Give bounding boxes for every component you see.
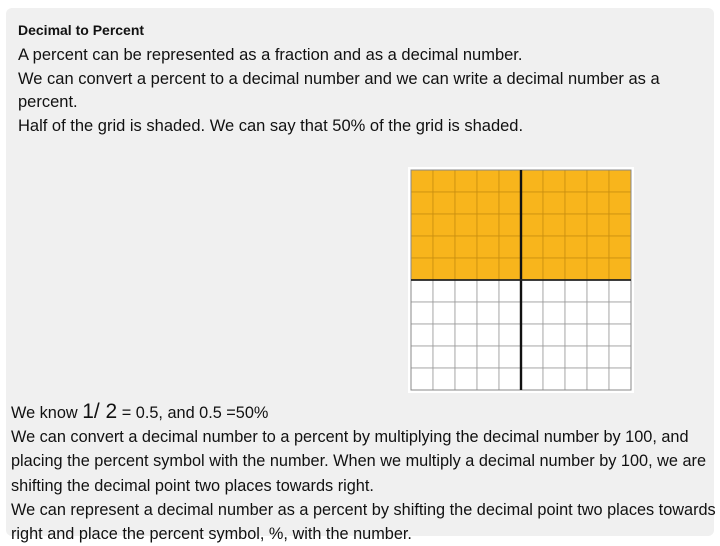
grid-cell-shaded <box>565 236 587 258</box>
grid-cell-empty <box>411 324 433 346</box>
grid-cell-shaded <box>565 214 587 236</box>
grid-cell-shaded <box>521 214 543 236</box>
grid-cell-empty <box>411 368 433 390</box>
grid-cell-empty <box>455 346 477 368</box>
grid-cell-empty <box>521 280 543 302</box>
grid-cell-shaded <box>499 236 521 258</box>
grid-cell-empty <box>477 324 499 346</box>
intro-line-3: Half of the grid is shaded. We can say that 50% of the grid is shaded. <box>18 116 524 135</box>
fraction-one-half: 1/ 2 <box>82 400 118 423</box>
grid-cell-shaded <box>587 192 609 214</box>
grid-cell-shaded <box>587 170 609 192</box>
multiply-paragraph: We can convert a decimal number to a percent by multiplying the decimal number by 100, and placing the percent symbol with the number. When we multiply a decimal number by 100, we are shifting the decimal point two places towards right. <box>11 428 707 495</box>
hundred-grid <box>408 167 634 393</box>
grid-cell-empty <box>543 302 565 324</box>
grid-cell-shaded <box>543 170 565 192</box>
grid-cell-empty <box>411 346 433 368</box>
grid-cell-empty <box>521 368 543 390</box>
intro-line-1: A percent can be represented as a fraction and as a decimal number. <box>18 46 523 64</box>
grid-cell-shaded <box>609 170 631 192</box>
grid-cell-shaded <box>609 258 631 280</box>
grid-cell-empty <box>543 280 565 302</box>
grid-cell-shaded <box>477 214 499 236</box>
grid-cell-shaded <box>565 170 587 192</box>
grid-cell-empty <box>609 346 631 368</box>
grid-cell-shaded <box>433 236 455 258</box>
intro-text <box>18 44 718 138</box>
grid-cell-empty <box>433 302 455 324</box>
grid-cell-empty <box>543 324 565 346</box>
grid-cell-shaded <box>477 236 499 258</box>
grid-cell-shaded <box>521 170 543 192</box>
fraction-line <box>11 400 720 425</box>
intro-line-2: We can convert a percent to a decimal number and we can write a decimal number as a percent. <box>18 69 660 111</box>
grid-cell-empty <box>609 302 631 324</box>
grid-cell-shaded <box>521 192 543 214</box>
grid-cell-empty <box>565 346 587 368</box>
grid-cell-shaded <box>499 170 521 192</box>
grid-cell-shaded <box>543 258 565 280</box>
grid-cell-empty <box>565 302 587 324</box>
grid-cell-shaded <box>543 214 565 236</box>
grid-cell-shaded <box>565 192 587 214</box>
grid-cell-empty <box>609 280 631 302</box>
grid-cell-empty <box>477 280 499 302</box>
grid-cell-empty <box>587 302 609 324</box>
grid-cell-shaded <box>433 258 455 280</box>
grid-cell-empty <box>499 324 521 346</box>
grid-cell-empty <box>477 346 499 368</box>
grid-cell-empty <box>609 324 631 346</box>
grid-cell-shaded <box>477 192 499 214</box>
grid-cell-empty <box>521 346 543 368</box>
grid-cell-shaded <box>543 236 565 258</box>
grid-cell-empty <box>587 280 609 302</box>
grid-cell-empty <box>455 324 477 346</box>
grid-cell-shaded <box>411 236 433 258</box>
grid-cell-empty <box>411 280 433 302</box>
grid-cell-shaded <box>455 258 477 280</box>
fraction-line-prefix: We know <box>11 404 83 422</box>
grid-cell-shaded <box>455 170 477 192</box>
grid-cell-shaded <box>609 214 631 236</box>
shift-paragraph: We can represent a decimal number as a percent by shifting the decimal point two places towards right and place the percent symbol, %, with the number. <box>11 500 716 544</box>
grid-cell-empty <box>433 368 455 390</box>
grid-cell-shaded <box>499 192 521 214</box>
grid-cell-empty <box>455 280 477 302</box>
grid-cell-shaded <box>411 214 433 236</box>
grid-cell-empty <box>411 302 433 324</box>
grid-cell-empty <box>565 324 587 346</box>
grid-cell-shaded <box>565 258 587 280</box>
grid-cell-empty <box>543 368 565 390</box>
grid-cell-shaded <box>587 236 609 258</box>
grid-cell-shaded <box>587 214 609 236</box>
grid-cell-empty <box>565 280 587 302</box>
grid-cell-empty <box>521 324 543 346</box>
grid-cell-empty <box>565 368 587 390</box>
grid-cell-empty <box>543 346 565 368</box>
explanation-text <box>11 400 720 546</box>
grid-cell-shaded <box>499 258 521 280</box>
grid-cell-shaded <box>433 192 455 214</box>
grid-cell-shaded <box>477 258 499 280</box>
grid-cell-shaded <box>411 170 433 192</box>
grid-cell-empty <box>455 368 477 390</box>
grid-cell-shaded <box>609 192 631 214</box>
grid-cell-empty <box>587 346 609 368</box>
grid-cell-shaded <box>433 170 455 192</box>
grid-cell-shaded <box>477 170 499 192</box>
grid-cell-shaded <box>521 258 543 280</box>
slide-title: Decimal to Percent <box>18 22 145 38</box>
grid-cell-shaded <box>455 192 477 214</box>
grid-cell-empty <box>499 368 521 390</box>
grid-cell-empty <box>609 368 631 390</box>
grid-cell-empty <box>521 302 543 324</box>
grid-cell-empty <box>477 368 499 390</box>
grid-cell-shaded <box>433 214 455 236</box>
grid-cell-empty <box>477 302 499 324</box>
grid-cell-empty <box>499 346 521 368</box>
grid-cell-shaded <box>587 258 609 280</box>
grid-cell-shaded <box>521 236 543 258</box>
grid-cell-empty <box>433 280 455 302</box>
grid-cell-shaded <box>455 236 477 258</box>
grid-cell-empty <box>433 324 455 346</box>
grid-cell-shaded <box>609 236 631 258</box>
grid-cell-shaded <box>411 258 433 280</box>
fraction-line-suffix: = 0.5, and 0.5 =50% <box>117 404 269 422</box>
grid-cell-shaded <box>455 214 477 236</box>
grid-cell-shaded <box>543 192 565 214</box>
grid-cell-empty <box>433 346 455 368</box>
grid-cell-empty <box>587 324 609 346</box>
grid-cell-empty <box>455 302 477 324</box>
grid-cell-empty <box>499 302 521 324</box>
grid-cell-shaded <box>411 192 433 214</box>
grid-cell-empty <box>499 280 521 302</box>
grid-cell-shaded <box>499 214 521 236</box>
hundred-grid-svg <box>408 167 634 393</box>
grid-cell-empty <box>587 368 609 390</box>
slide-panel <box>6 8 716 544</box>
